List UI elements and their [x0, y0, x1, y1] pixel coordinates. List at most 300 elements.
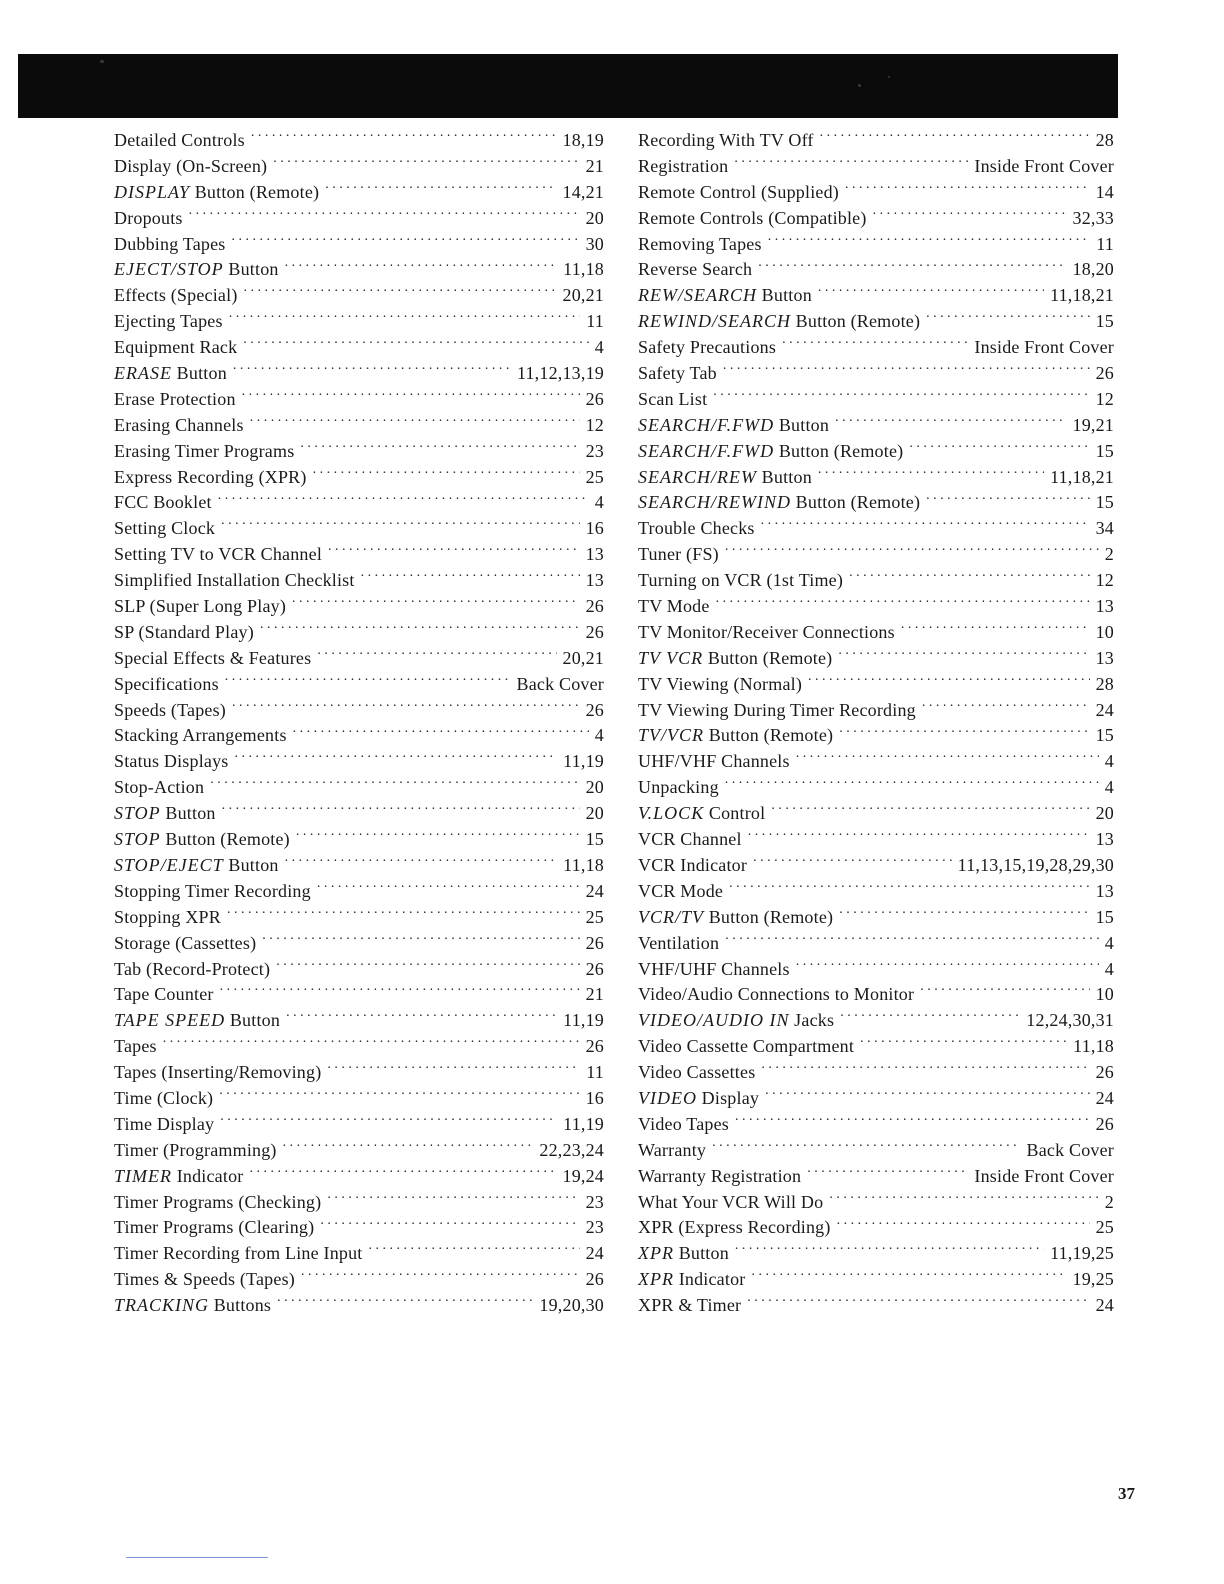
dot-leader: [716, 594, 1090, 612]
dot-leader: [163, 1034, 580, 1052]
index-term-post: Button: [774, 414, 830, 435]
index-term-pre: Detailed Controls: [114, 130, 245, 150]
index-column-left: [114, 128, 604, 1319]
dot-leader: [860, 1034, 1067, 1052]
index-term: [638, 387, 707, 413]
index-term-pre: Tapes: [114, 1036, 157, 1057]
index-pages: 26: [1095, 1113, 1114, 1134]
dot-leader: [845, 180, 1090, 198]
index-term: [114, 1086, 213, 1112]
index-entry: [114, 775, 604, 801]
dot-leader: [771, 801, 1089, 819]
index-term-em: TAPE SPEED: [114, 1010, 226, 1031]
index-term-post: Button (Remote): [790, 311, 921, 332]
index-term: [114, 516, 215, 542]
index-term-em: DISPLAY: [114, 181, 191, 202]
index-entry: [114, 1164, 604, 1190]
index-term: [114, 439, 294, 465]
index-term: [638, 542, 719, 568]
index-term-em: TV/VCR: [638, 725, 705, 746]
dot-leader: [327, 1060, 580, 1078]
index-entry: [638, 1241, 1114, 1267]
index-entry: [114, 465, 604, 491]
index-entry: [114, 957, 604, 983]
index-term-pre: Equipment Rack: [114, 337, 238, 358]
index-pages: 18,19: [562, 130, 604, 150]
index-entry: [114, 1215, 604, 1241]
index-term: [114, 594, 286, 620]
index-entry: [114, 827, 604, 853]
index-entry: [114, 646, 604, 672]
index-entry: [114, 387, 604, 413]
dot-leader: [796, 957, 1099, 975]
index-term-pre: XPR & Timer: [638, 1295, 742, 1316]
index-entry: [638, 905, 1114, 931]
index-pages: 11: [1096, 233, 1114, 254]
index-pages: 14: [1095, 181, 1114, 202]
index-term-pre: Ventilation: [638, 932, 720, 953]
index-pages: 10: [1095, 984, 1114, 1005]
index-pages: 16: [585, 518, 604, 539]
index-term: [114, 1241, 363, 1267]
dot-leader: [210, 775, 579, 793]
index-term: [114, 646, 311, 672]
dot-leader: [219, 1086, 579, 1104]
index-term-em: SEARCH/F.FWD: [638, 414, 775, 435]
index-entry: [114, 439, 604, 465]
index-term-pre: VHF/UHF Channels: [638, 958, 790, 979]
index-entry: [638, 1164, 1114, 1190]
index-term-pre: Stopping XPR: [114, 906, 221, 927]
dot-leader: [849, 568, 1090, 586]
dot-leader: [262, 931, 579, 949]
index-term-pre: Timer Programs (Clearing): [114, 1217, 315, 1238]
index-term-pre: Stop-Action: [114, 777, 205, 798]
dot-leader: [227, 905, 580, 923]
index-pages: 30: [585, 233, 604, 254]
index-term: [638, 594, 710, 620]
dot-leader: [838, 646, 1089, 664]
dot-leader: [285, 257, 558, 275]
index-entry: [114, 698, 604, 724]
index-term: [638, 490, 920, 516]
index-entry: [114, 257, 604, 283]
index-term-pre: Express Recording (XPR): [114, 466, 307, 487]
index-entry: [114, 982, 604, 1008]
dot-leader: [735, 1241, 1044, 1259]
index-term-pre: Erasing Channels: [114, 414, 244, 435]
index-entry: [114, 1034, 604, 1060]
index-entry: [114, 879, 604, 905]
index-entry: [638, 1190, 1114, 1216]
index-pages: 34: [1095, 518, 1114, 539]
index-term-pre: Video Cassettes: [638, 1062, 756, 1083]
index-term: [638, 309, 920, 335]
dot-leader: [920, 982, 1089, 1000]
index-term: [638, 180, 839, 206]
index-column-right: [638, 128, 1114, 1319]
index-term-em: TRACKING: [114, 1295, 210, 1316]
index-term-pre: Tape Counter: [114, 984, 214, 1005]
dot-leader: [229, 309, 581, 327]
index-pages: 18,20: [1072, 259, 1114, 280]
index-term-pre: Dropouts: [114, 207, 183, 228]
dot-leader: [296, 827, 580, 845]
index-term-em: XPR: [638, 1269, 674, 1290]
index-term: [638, 853, 747, 879]
dot-leader: [734, 154, 968, 172]
index-term: [638, 827, 742, 853]
index-term-pre: Warranty Registration: [638, 1165, 802, 1186]
page-number: 37: [1118, 1484, 1135, 1503]
dot-leader: [233, 361, 511, 379]
dot-leader: [748, 827, 1090, 845]
index-pages: 24: [585, 1243, 604, 1264]
index-term-pre: Timer Recording from Line Input: [114, 1243, 363, 1264]
dot-leader: [292, 594, 580, 612]
index-pages: 25: [585, 906, 604, 927]
index-term-post: Button: [756, 466, 812, 487]
index-term-post: Button: [674, 1243, 729, 1264]
index-entry: [114, 1241, 604, 1267]
index-entry: [114, 309, 604, 335]
index-term: [114, 283, 238, 309]
index-pages: 26: [585, 932, 604, 953]
index-term-post: Button (Remote): [790, 492, 921, 513]
index-term-pre: Scan List: [638, 388, 708, 409]
index-entry: [114, 542, 604, 568]
index-term: [114, 206, 183, 232]
index-term-post: Button: [223, 854, 279, 875]
index-pages: 26: [1095, 1062, 1114, 1083]
index-pages: 26: [585, 388, 604, 409]
index-entry: [638, 154, 1114, 180]
index-pages: 11,18,21: [1050, 285, 1114, 306]
index-pages: 24: [1095, 699, 1114, 720]
index-entry: [114, 1008, 604, 1034]
dot-leader: [807, 1164, 968, 1182]
header-speck: [858, 84, 861, 87]
dot-leader: [242, 387, 580, 405]
index-term-post: Button (Remote): [774, 440, 904, 461]
index-entry: [638, 309, 1114, 335]
dot-leader: [926, 490, 1089, 508]
dot-leader: [301, 1267, 580, 1285]
index-entry: [114, 232, 604, 258]
dot-leader: [243, 335, 589, 353]
dot-leader: [235, 749, 558, 767]
index-entry: [114, 335, 604, 361]
index-term-pre: Special Effects & Features: [114, 647, 312, 668]
index-pages: 20,21: [562, 647, 604, 668]
index-pages: 16: [585, 1087, 604, 1108]
dot-leader: [285, 853, 558, 871]
index-entry: [638, 1008, 1114, 1034]
index-term-pre: Warranty: [638, 1139, 707, 1160]
index-term: [638, 620, 895, 646]
index-pages: 25: [585, 466, 604, 487]
dot-leader: [729, 879, 1089, 897]
index-term: [638, 957, 790, 983]
index-term-pre: Safety Precautions: [638, 337, 777, 358]
index-term: [638, 516, 755, 542]
index-entry: [638, 1034, 1114, 1060]
index-pages: 12: [585, 414, 604, 435]
index-term-pre: TV Monitor/Receiver Connections: [638, 621, 895, 642]
index-entry: [114, 154, 604, 180]
index-term-pre: Display (On-Screen): [114, 155, 268, 176]
index-term-pre: Simplified Installation Checklist: [114, 570, 355, 591]
index-term-em: STOP: [114, 803, 161, 824]
dot-leader: [273, 154, 579, 172]
index-term-pre: FCC Booklet: [114, 492, 212, 513]
index-term: [638, 154, 728, 180]
index-entry: [638, 387, 1114, 413]
dot-leader: [313, 465, 580, 483]
index-pages: 22,23,24: [539, 1139, 604, 1160]
dot-leader: [283, 1138, 534, 1156]
index-pages: 23: [585, 440, 604, 461]
index-term-post: Indicator: [674, 1269, 746, 1290]
dot-leader: [735, 1112, 1090, 1130]
index-entry: [114, 594, 604, 620]
index-pages: 11,13,15,19,28,29,30: [957, 854, 1114, 875]
index-term: [638, 257, 752, 283]
index-pages: Inside Front Cover: [974, 155, 1114, 176]
dot-leader: [300, 439, 579, 457]
index-pages: 2: [1104, 1191, 1114, 1212]
index-entry: [114, 413, 604, 439]
index-entry: [638, 439, 1114, 465]
index-term: [638, 465, 812, 491]
index-term: [114, 1215, 314, 1241]
index-term-post: Control: [704, 803, 766, 824]
index-entry: [638, 232, 1114, 258]
index-term: [114, 1190, 321, 1216]
dot-leader: [725, 775, 1099, 793]
index-term: [114, 827, 290, 853]
index-pages: 13: [1095, 880, 1114, 901]
dot-leader: [293, 723, 589, 741]
dot-leader: [839, 723, 1089, 741]
index-term: [638, 905, 833, 931]
dot-leader: [221, 516, 579, 534]
index-pages: 15: [585, 829, 604, 850]
index-term: [114, 982, 214, 1008]
dot-leader: [225, 672, 511, 690]
index-entry: [114, 672, 604, 698]
dot-leader: [926, 309, 1089, 327]
index-entry: [638, 801, 1114, 827]
index-term-pre: Trouble Checks: [638, 518, 755, 539]
index-entry: [114, 905, 604, 931]
header-bar: [18, 54, 1118, 118]
index-term-pre: TV Viewing During Timer Recording: [638, 699, 916, 720]
dot-leader: [251, 128, 557, 146]
index-term: [114, 1060, 321, 1086]
dot-leader: [713, 387, 1089, 405]
index-pages: 13: [1095, 596, 1114, 617]
dot-leader: [723, 361, 1090, 379]
index-term-pre: TV Mode: [638, 596, 710, 617]
index-term: [114, 853, 279, 879]
dot-leader: [286, 1008, 557, 1026]
index-term-em: SEARCH/REW: [638, 466, 757, 487]
index-entry: [638, 490, 1114, 516]
index-term: [114, 879, 311, 905]
index-pages: 11,19: [563, 751, 604, 772]
index-term-post: Button: [756, 285, 812, 306]
index-pages: 13: [1095, 829, 1114, 850]
index-term-post: Button: [160, 803, 216, 824]
dot-leader: [369, 1241, 580, 1259]
dot-leader: [761, 1060, 1089, 1078]
index-entry: [638, 620, 1114, 646]
index-entry: [638, 723, 1114, 749]
dot-leader: [222, 801, 580, 819]
index-entry: [638, 879, 1114, 905]
dot-leader: [782, 335, 968, 353]
index-term: [638, 232, 762, 258]
index-term-post: Button: [225, 1010, 281, 1031]
index-entry: [114, 1267, 604, 1293]
dot-leader: [277, 1293, 533, 1311]
index-term: [114, 490, 212, 516]
index-term-pre: What Your VCR Will Do: [638, 1191, 824, 1212]
index-entry: [638, 465, 1114, 491]
index-pages: 20: [585, 777, 604, 798]
index-term: [638, 982, 914, 1008]
index-term: [638, 1008, 834, 1034]
index-entry: [114, 749, 604, 775]
index-entry: [638, 1267, 1114, 1293]
index-entry: [638, 982, 1114, 1008]
index-term-em: V.LOCK: [638, 803, 705, 824]
index-entry: [638, 361, 1114, 387]
index-pages: 12: [1095, 570, 1114, 591]
index-term: [114, 335, 237, 361]
index-pages: 4: [594, 725, 604, 746]
dot-leader: [712, 1138, 1020, 1156]
index-term-pre: Times & Speeds (Tapes): [114, 1269, 295, 1290]
index-pages: 12: [1095, 388, 1114, 409]
index-term-em: SEARCH/REWIND: [638, 492, 791, 513]
index-pages: 10: [1095, 621, 1114, 642]
index-term-pre: Remote Controls (Compatible): [638, 207, 867, 228]
dot-leader: [751, 1267, 1066, 1285]
index-pages: Inside Front Cover: [974, 1165, 1114, 1186]
index-pages: 19,21: [1072, 414, 1114, 435]
index-pages: 20,21: [562, 285, 604, 306]
index-term-pre: Turning on VCR (1st Time): [638, 570, 844, 591]
index-entry: [638, 206, 1114, 232]
index-pages: 23: [585, 1217, 604, 1238]
index-pages: 19,20,30: [539, 1295, 604, 1316]
index-term-pre: Status Displays: [114, 751, 229, 772]
index-term-pre: Unpacking: [638, 777, 719, 798]
index-entry: [638, 594, 1114, 620]
index-pages: 26: [585, 1269, 604, 1290]
index-term: [638, 723, 833, 749]
index-term-pre: Storage (Cassettes): [114, 932, 257, 953]
index-entry: [638, 931, 1114, 957]
index-term-pre: Reverse Search: [638, 259, 753, 280]
index-term-em: VIDEO/AUDIO IN: [638, 1010, 790, 1031]
index-pages: 11,19,25: [1050, 1243, 1114, 1264]
index-entry: [114, 206, 604, 232]
dot-leader: [189, 206, 580, 224]
index-term-em: VCR/TV: [638, 906, 705, 927]
dot-leader: [835, 413, 1066, 431]
index-term-pre: Removing Tapes: [638, 233, 762, 254]
index-term: [638, 206, 867, 232]
index-term-pre: VCR Mode: [638, 880, 724, 901]
index-term: [638, 1112, 729, 1138]
index-term-pre: Erasing Timer Programs: [114, 440, 295, 461]
index-entry: [114, 853, 604, 879]
index-pages: 15: [1095, 906, 1114, 927]
index-term: [114, 620, 254, 646]
index-pages: 11: [586, 1062, 604, 1083]
index-pages: 21: [585, 984, 604, 1005]
index-pages: 11,18: [563, 854, 604, 875]
index-term-post: Button: [171, 363, 227, 384]
index-entry: [638, 749, 1114, 775]
index-term-pre: Video Cassette Compartment: [638, 1036, 855, 1057]
index-pages: Back Cover: [1026, 1139, 1114, 1160]
index-term-pre: Setting Clock: [114, 518, 216, 539]
index-term: [114, 1034, 157, 1060]
index-entry: [114, 490, 604, 516]
index-entry: [114, 1138, 604, 1164]
dot-leader: [220, 1112, 557, 1130]
index-term: [638, 1267, 745, 1293]
dot-leader: [837, 1215, 1090, 1233]
dot-leader: [325, 180, 556, 198]
index-term-em: ERASE: [114, 363, 172, 384]
index-term-post: Button (Remote): [160, 829, 290, 850]
index-entry: [638, 568, 1114, 594]
index-pages: 13: [585, 544, 604, 565]
index-entry: [638, 413, 1114, 439]
index-term: [638, 335, 776, 361]
index-term: [114, 723, 287, 749]
index-term-pre: VCR Channel: [638, 829, 742, 850]
index-pages: 19,25: [1072, 1269, 1114, 1290]
index-pages: 20: [585, 207, 604, 228]
index-pages: 15: [1095, 440, 1114, 461]
index-entry: [638, 180, 1114, 206]
index-term: [638, 413, 829, 439]
index-term-pre: UHF/VHF Channels: [638, 751, 790, 772]
index-entry: [638, 827, 1114, 853]
index-term: [638, 361, 717, 387]
index-term: [114, 749, 229, 775]
index-entry: [114, 620, 604, 646]
index-term: [114, 465, 307, 491]
index-pages: 4: [1104, 932, 1114, 953]
index-pages: 13: [1095, 647, 1114, 668]
dot-leader: [244, 283, 557, 301]
index-pages: 4: [594, 337, 604, 358]
index-entry: [638, 1060, 1114, 1086]
index-pages: 26: [585, 1036, 604, 1057]
dot-leader: [829, 1190, 1098, 1208]
dot-leader: [218, 490, 589, 508]
index-entry: [638, 335, 1114, 361]
dot-leader: [320, 1215, 579, 1233]
dot-leader: [317, 879, 580, 897]
